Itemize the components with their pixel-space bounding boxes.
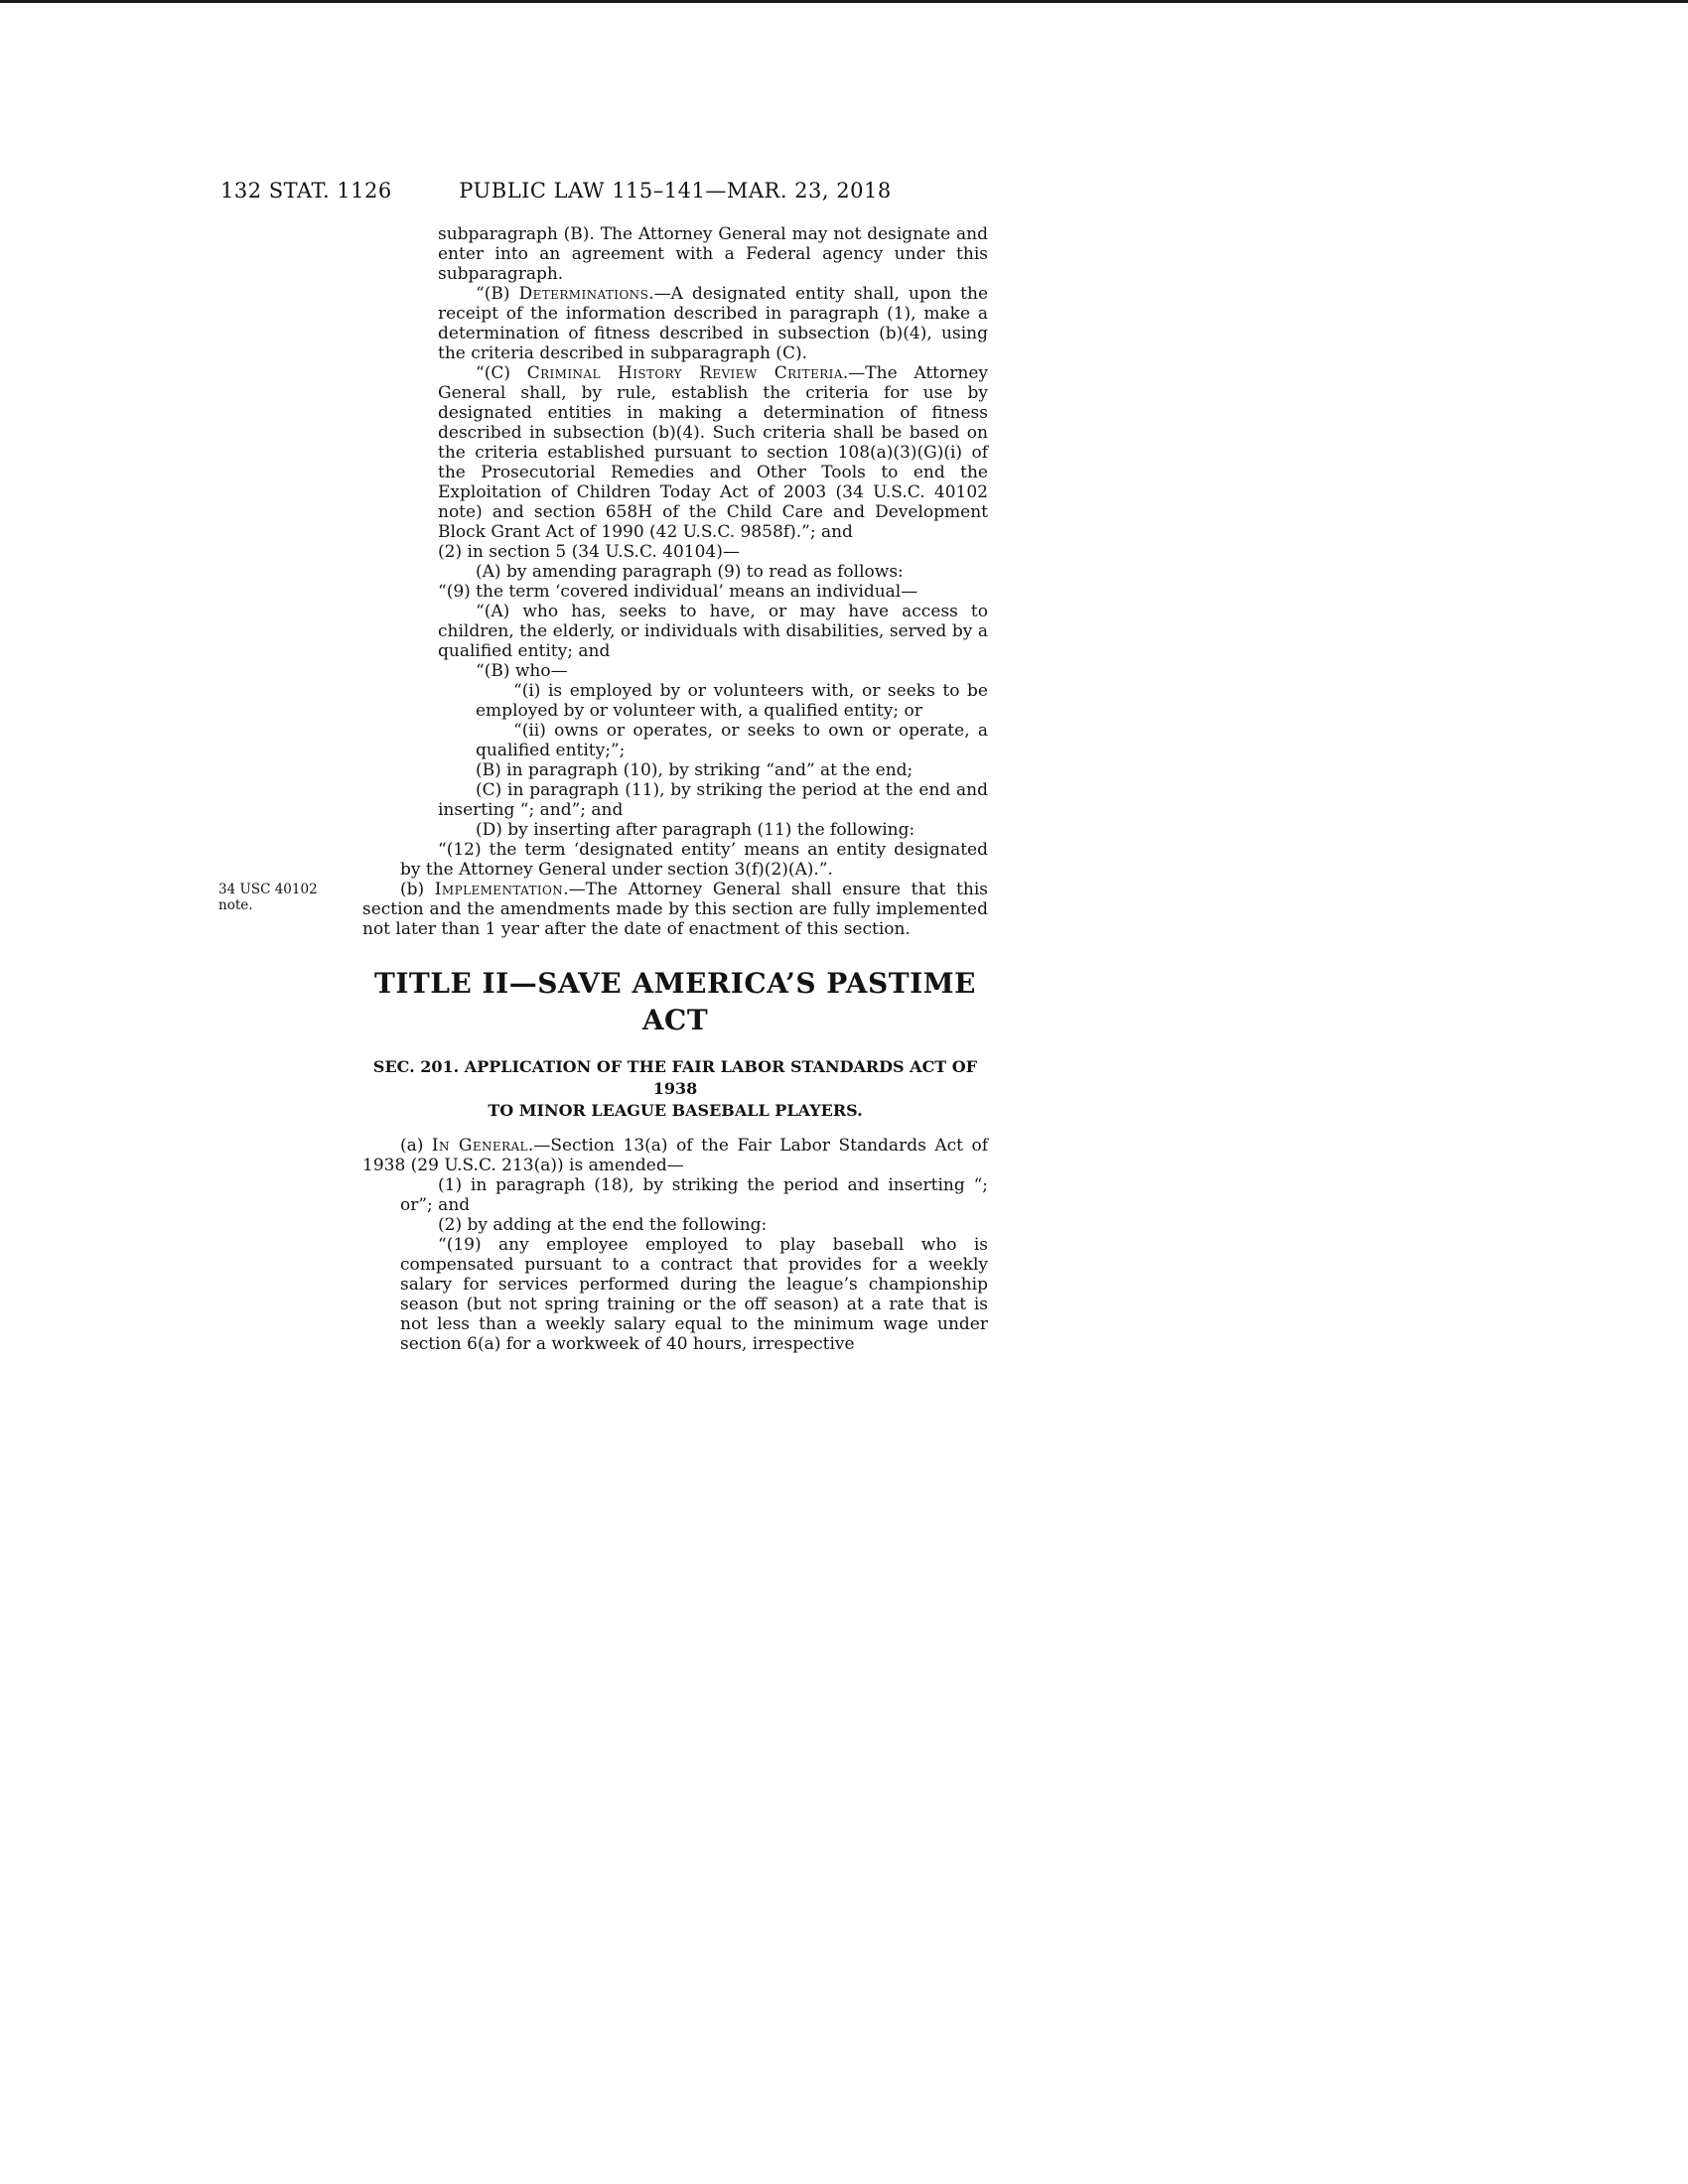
statute-paragraph: “(B) Determinations.—A designated entity shall, upon the receipt of the information described in paragraph (1), make a determination of fitness described in subsection (b)(4), using the criteria described in subparagraph (C).: [438, 284, 988, 363]
small-caps-term: Criminal History Review Criteria: [526, 363, 843, 383]
scan-artifact-line: [0, 0, 1688, 3]
statute-paragraph: (2) in section 5 (34 U.S.C. 40104)—: [438, 542, 740, 562]
statute-paragraph: “(C) Criminal History Review Criteria.—The Attorney General shall, by rule, establish the criteria for use by designated entities in making a determination of fitness described in subsection (b)(4). Such criteria shall be based on the criteria established pursuant to section 108(a)(3)(G)(i) of the Prosecutorial Remedies and Other Tools to end the Exploitation of Children Today Act of 2003 (34 U.S.C. 40102 note) and section 658H of the Child Care and Development Block Grant Act of 1990 (42 U.S.C. 9858f).”; and: [438, 363, 988, 542]
section-heading-line: SEC. 201. APPLICATION OF THE FAIR LABOR STANDARDS ACT OF 1938: [372, 1057, 978, 1098]
statute-paragraph: (b) Implementation.—The Attorney General shall ensure that this section and the amendments made by this section are fully implemented not later than 1 year after the date of enactment of this section. 34 USC 40102 note.: [218, 880, 988, 939]
section-heading-line: TO MINOR LEAGUE BASEBALL PLAYERS.: [488, 1101, 863, 1120]
statute-paragraph: subparagraph (B). The Attorney General may not designate and enter into an agreement with a Federal agency under this subparagraph.: [438, 224, 988, 284]
statute-paragraph: (2) by adding at the end the following:: [438, 1215, 768, 1235]
statute-paragraph: (D) by inserting after paragraph (11) the following:: [476, 820, 915, 840]
statute-paragraph: “(i) is employed by or volunteers with, or seeks to be employed by or volunteer with, a qualified entity; or: [476, 681, 988, 721]
title-line: ACT: [641, 1004, 709, 1036]
section-heading: [362, 1056, 988, 1122]
statute-paragraph: (B) in paragraph (10), by striking “and” at the end;: [476, 760, 914, 780]
title-heading: [362, 965, 988, 1038]
small-caps-term: In General: [431, 1136, 528, 1156]
statute-paragraph: “(19) any employee employed to play baseball who is compensated pursuant to a contract that provides for a weekly salary for services performed during the league’s championship season (but not spring training or the off season) at a rate that is not less than a weekly salary equal to the minimum wage under section 6(a) for a workweek of 40 hours, irrespective: [400, 1235, 988, 1354]
small-caps-term: Implementation: [434, 880, 564, 899]
statute-paragraph: (1) in paragraph (18), by striking the period and inserting “; or”; and: [400, 1175, 988, 1215]
statute-paragraph: “(9) the term ‘covered individual’ means an individual—: [438, 582, 918, 602]
uscode-margin-note: 34 USC 40102 note.: [218, 882, 318, 913]
statute-paragraph: (a) In General.—Section 13(a) of the Fair Labor Standards Act of 1938 (29 U.S.C. 213(a)) is amended—: [362, 1136, 988, 1175]
statute-paragraph: (A) by amending paragraph (9) to read as follows:: [476, 562, 904, 582]
statute-paragraph: (C) in paragraph (11), by striking the period at the end and inserting “; and”; and: [438, 780, 988, 820]
title-line: TITLE II—SAVE AMERICA’S PASTIME: [373, 967, 977, 1000]
statute-body: [218, 224, 988, 1354]
small-caps-term: Determinations: [518, 284, 649, 304]
statute-paragraph: “(ii) owns or operates, or seeks to own or operate, a qualified entity;”;: [476, 721, 988, 760]
statute-paragraph: “(B) who—: [476, 661, 568, 681]
statute-paragraph: “(12) the term ‘designated entity’ means an entity designated by the Attorney General under section 3(f)(2)(A).”.: [400, 840, 988, 880]
stat-page-number: 132 STAT. 1126: [220, 179, 392, 203]
public-law-header: PUBLIC LAW 115–141—MAR. 23, 2018: [459, 179, 892, 203]
statute-paragraph: “(A) who has, seeks to have, or may have access to children, the elderly, or individuals with disabilities, served by a qualified entity; and: [438, 602, 988, 661]
